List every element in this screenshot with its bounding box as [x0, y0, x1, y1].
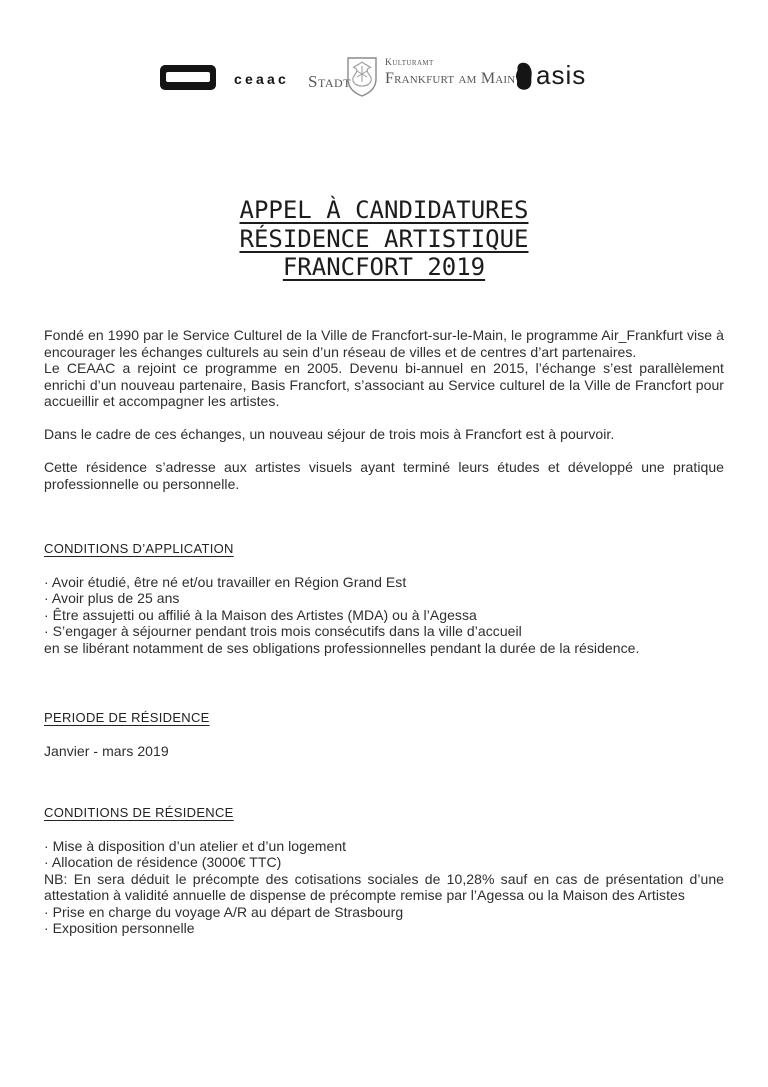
ceaac-logo-inner-rect [166, 72, 210, 82]
document-body [44, 327, 724, 937]
stadt-text: Stadt [308, 72, 351, 91]
bullet-line: · Exposition personnelle [44, 920, 195, 936]
section-conditions-residence [44, 838, 724, 937]
page-title [0, 196, 768, 282]
section-periode-residence [44, 743, 724, 760]
bullet-line: · Prise en charge du voyage A/R au départ de Strasbourg [44, 903, 404, 920]
intro-paragraph-2: Dans le cadre de ces échanges, un nouveau séjour de trois mois à Francfort est à pourvoir. [44, 426, 615, 442]
header-logos [0, 0, 768, 120]
title-line-3: FRANCFORT 2019 [282, 253, 486, 281]
bullet-line: · S’engager à séjourner pendant trois mois consécutifs dans la ville d’accueil [44, 623, 522, 639]
frankfurt-am-main-text: Frankfurt am Main [385, 70, 516, 87]
nb-note-line: NB: En sera déduit le précompte des cotisations sociales de 10,28% sauf en cas de présentation d’une attestation à validité annuelle de dispense de précompte remise par l’Agessa ou la Maison des Artistes [44, 870, 724, 903]
intro-paragraph-3: Cette résidence s’adresse aux artistes visuels ayant terminé leurs études et développé une pratique professionnelle ou personnelle. [44, 459, 724, 492]
bullet-continuation-line: en se libérant notamment de ses obligations professionnelles pendant la durée de la résidence. [44, 639, 640, 656]
bullet-line: · Avoir plus de 25 ans [44, 590, 180, 606]
bullet-line: · Mise à disposition d’un atelier et d’un logement [44, 837, 347, 854]
title-line-1: APPEL À CANDIDATURES [239, 196, 529, 224]
ceaac-wordmark: ceaac [234, 71, 289, 87]
section-heading-conditions-application: CONDITIONS D’APPLICATION [44, 541, 234, 556]
bullet-line: · Avoir étudié, être né et/ou travailler en Région Grand Est [44, 573, 407, 590]
section-conditions-application [44, 574, 724, 657]
basis-blob-icon [514, 62, 536, 97]
kulturamt-text: Kulturamt [385, 58, 434, 68]
section-heading-periode-residence: PERIODE DE RÉSIDENCE [44, 710, 210, 725]
basis-wordmark: asis [536, 60, 587, 90]
bullet-line: · Être assujetti ou affilié à la Maison des Artistes (MDA) ou à l’Agessa [44, 606, 477, 623]
title-line-2: RÉSIDENCE ARTISTIQUE [239, 224, 529, 253]
intro-paragraph-1b: Le CEAAC a rejoint ce programme en 2005. Devenu bi-annuel en 2015, l’échange s’est parallèlement enrichi d’un nouveau partenaire, Basis Francfort, s’associant au Service culturel de la Ville de Francfort pour accueillir et accompagner les artistes. [44, 360, 724, 409]
intro-paragraph-1a: Fondé en 1990 par le Service Culturel de la Ville de Francfort-sur-le-Main, le programme Air_Frankfurt vise à encourager les échanges culturels au sein d’un réseau de villes et de centres d’art partenaires. [44, 327, 724, 360]
residence-period-text: Janvier - mars 2019 [44, 742, 169, 759]
ceaac-logo-mark-icon [160, 65, 216, 90]
frankfurt-coat-of-arms-icon [346, 56, 378, 103]
section-heading-conditions-residence: CONDITIONS DE RÉSIDENCE [44, 805, 234, 820]
bullet-line: · Allocation de résidence (3000€ TTC) [44, 854, 282, 870]
